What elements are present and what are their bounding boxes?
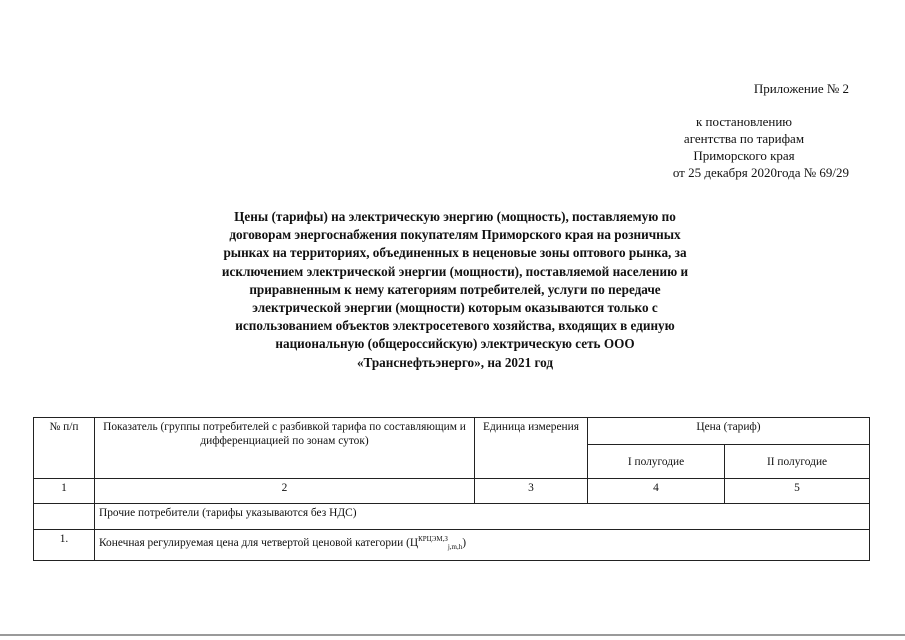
header-num: № п/п — [34, 418, 95, 479]
header-half2: II полугодие — [725, 445, 870, 479]
column-number: 3 — [475, 479, 588, 504]
appendix-reference — [639, 113, 849, 164]
group-num-cell — [34, 504, 95, 530]
column-number: 4 — [588, 479, 725, 504]
appendix-line: к постановлению — [695, 114, 793, 129]
column-number-row — [34, 479, 870, 504]
column-number: 2 — [95, 479, 475, 504]
item-subscript: j,m,h — [447, 543, 463, 552]
table-row — [34, 530, 870, 561]
item-text-main: Конечная регулируемая цена для четвертой ценовой категории (Ц — [99, 536, 419, 549]
column-number: 5 — [725, 479, 870, 504]
tariff-table — [33, 417, 870, 561]
header-indicator: Показатель (группы потребителей с разбивкой тарифа по составляющим и дифференциацией по зонам суток) — [95, 418, 475, 479]
header-unit: Единица измерения — [475, 418, 588, 479]
table-header-row — [34, 418, 870, 445]
page-bottom-edge — [0, 634, 905, 636]
header-half1: I полугодие — [588, 445, 725, 479]
group-label: Прочие потребители (тарифы указываются без НДС) — [95, 504, 870, 530]
item-num: 1. — [34, 530, 95, 561]
group-row — [34, 504, 870, 530]
item-text — [95, 530, 870, 561]
item-superscript: КРЦЭМ,З — [418, 535, 448, 543]
appendix-line: Приморского края — [693, 148, 795, 163]
appendix-line: агентства по тарифам — [683, 131, 805, 146]
header-price: Цена (тариф) — [588, 418, 870, 445]
appendix-block — [549, 80, 849, 181]
document-title: Цены (тарифы) на электрическую энергию (мощность), поставляемую по договорам энергоснабжения покупателям Приморского края на розничных рынках на территориях, объединенных в неценовые зоны оптового рынка, за исключением электрической энергии (мощности), поставляемой населению и приравненным к нему категориям потребителей, услуги по передаче электрической энергии (мощности) которым оказываются только с использованием объектов электросетевого хозяйства, входящих в единую национальную (общероссийскую) электрическую сеть ООО «Транснефтьэнерго», на 2021 год — [221, 209, 689, 370]
column-number: 1 — [34, 479, 95, 504]
appendix-number: Приложение № 2 — [753, 81, 849, 96]
appendix-date-line: от 25 декабря 2020года № 69/29 — [672, 165, 849, 180]
item-text-close: ) — [462, 536, 467, 549]
